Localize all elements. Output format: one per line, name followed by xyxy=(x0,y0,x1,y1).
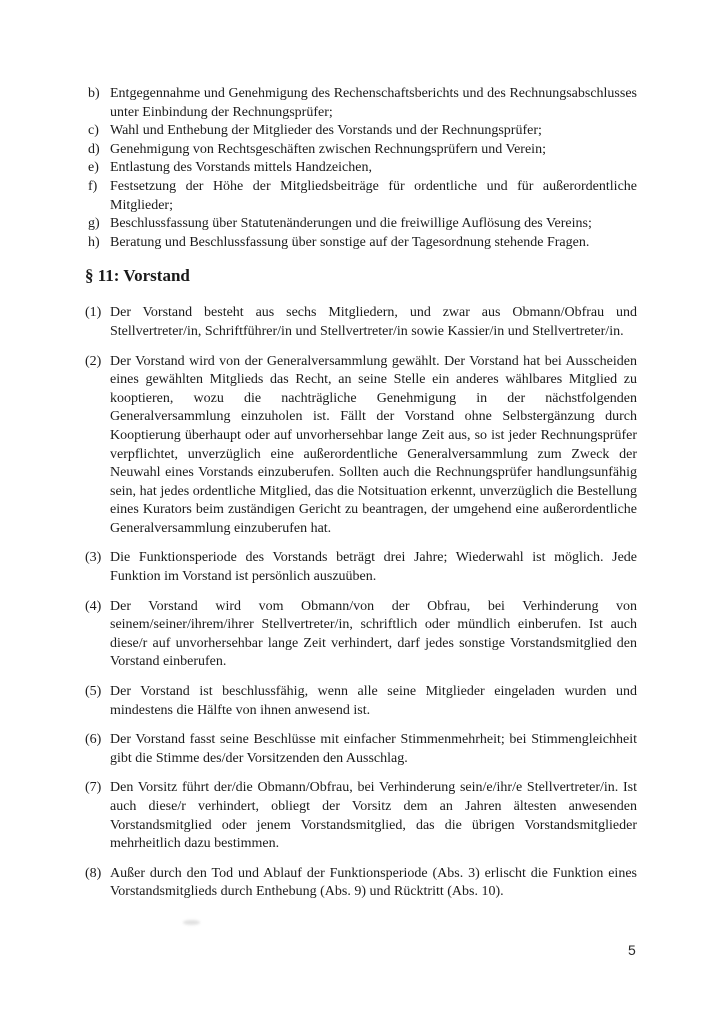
clause-marker: (6) xyxy=(85,732,102,748)
list-item xyxy=(85,178,637,215)
clause-marker: (2) xyxy=(85,353,102,369)
list-item xyxy=(85,141,637,160)
list-item-marker: g) xyxy=(88,216,100,232)
list-item-text: Wahl und Enthebung der Mitglieder des Vorstands und der Rechnungsprüfer; xyxy=(110,123,542,139)
clause-text: Den Vorsitz führt der/die Obmann/Obfrau, bei Verhinderung sein/e/ihr/e Stellvertreter/in. Ist auch diese/r verhindert, obliegt der Vorsitz dem an Jahren ältesten anwesenden Vorstandsmitglied oder jenem Vorstandsmitglied, das die übrigen Vorstandsmitglieder mehrheitlich dazu bestimmen. xyxy=(110,780,637,852)
page-number: 5 xyxy=(628,942,636,958)
clause-marker: (7) xyxy=(85,780,102,796)
list-item-marker: d) xyxy=(88,141,100,157)
clause-text: Der Vorstand wird vom Obmann/von der Obfrau, bei Verhinderung von seinem/seiner/ihrem/ihrer Stellvertreter/in, schriftlich oder mündlich einberufen. Ist auch diese/r auf unvorhersehbar lange Zeit verhindert, darf jedes sonstige Vorstandsmitglied den Vorstand einberufen. xyxy=(110,598,637,670)
clause-marker: (5) xyxy=(85,684,102,700)
clause-text: Der Vorstand wird von der Generalversammlung gewählt. Der Vorstand hat bei Ausscheiden eines gewählten Mitglieds das Recht, an seine Stelle ein anderes wählbares Mitglied zu kooptieren, wozu die nachträgliche Genehmigung in der nächstfolgenden Generalversammlung einzuholen ist. Fällt der Vorstand ohne Selbstergänzung durch Kooptierung überhaupt oder auf unvorhersehbar lange Zeit aus, so ist jeder Rechnungsprüfer verpflichtet, unverzüglich eine außerordentliche Generalversammlung zum Zweck der Neuwahl eines Vorstands einzuberufen. Sollten auch die Rechnungsprüfer handlungsunfähig sein, hat jedes ordentliche Mitglied, das die Notsituation erkennt, unverzüglich die Bestellung eines Kurators beim zuständigen Gericht zu beantragen, der umgehend eine außerordentliche Generalversammlung einzuberufen hat. xyxy=(110,353,637,536)
list-item-text: Entlastung des Vorstands mittels Handzeichen, xyxy=(110,160,372,176)
clause-text: Der Vorstand ist beschlussfähig, wenn alle seine Mitglieder eingeladen wurden und mindestens die Hälfte von ihnen anwesend ist. xyxy=(110,684,637,718)
list-item xyxy=(85,85,637,122)
list-item-marker: h) xyxy=(88,234,100,250)
list-item-marker: b) xyxy=(88,86,100,101)
statute-list xyxy=(85,85,637,252)
clause-text: Außer durch den Tod und Ablauf der Funktionsperiode (Abs. 3) erlischt die Funktion eines Vorstandsmitglieds durch Enthebung (Abs. 9) und Rücktritt (Abs. 10). xyxy=(110,865,637,900)
list-item xyxy=(85,215,637,234)
list-item-text: Festsetzung der Höhe der Mitgliedsbeiträge für ordentliche und für außerordentliche Mitglieder; xyxy=(110,178,637,213)
clause-text: Der Vorstand besteht aus sechs Mitgliedern, und zwar aus Obmann/Obfrau und Stellvertreter/in, Schriftführer/in und Stellvertreter/in sowie Kassier/in und Stellvertreter/in. xyxy=(110,305,637,339)
section-heading: § 11: Vorstand xyxy=(85,266,190,286)
page-content xyxy=(85,85,637,913)
clause-marker: (1) xyxy=(85,305,102,321)
clause-marker: (8) xyxy=(85,865,102,881)
clause xyxy=(85,353,637,539)
list-item xyxy=(85,159,637,178)
clause xyxy=(85,865,637,902)
clause xyxy=(85,304,637,341)
clause-text: Die Funktionsperiode des Vorstands beträgt drei Jahre; Wiederwahl ist möglich. Jede Funktion im Vorstand ist persönlich auszuüben. xyxy=(110,550,637,585)
list-item-text: Entgegennahme und Genehmigung des Rechenschaftsberichts und des Rechnungsabschlusses unter Einbindung der Rechnungsprüfer; xyxy=(110,86,637,120)
clause-marker: (3) xyxy=(85,550,102,566)
clause xyxy=(85,549,637,586)
list-item-marker: f) xyxy=(88,178,98,194)
list-item xyxy=(85,122,637,141)
clause xyxy=(85,598,637,672)
clause-text: Der Vorstand fasst seine Beschlüsse mit einfacher Stimmenmehrheit; bei Stimmengleichheit gibt die Stimme des/der Vorsitzenden den Ausschlag. xyxy=(110,732,637,766)
list-item-marker: c) xyxy=(88,123,99,139)
clause xyxy=(85,779,637,853)
list-item-text: Genehmigung von Rechtsgeschäften zwischen Rechnungsprüfern und Verein; xyxy=(110,141,546,157)
list-item-marker: e) xyxy=(88,160,99,176)
clause xyxy=(85,683,637,720)
list-item xyxy=(85,234,637,253)
clause xyxy=(85,731,637,768)
scan-smudge-artifact xyxy=(183,920,200,925)
clause-marker: (4) xyxy=(85,598,102,614)
list-item-text: Beschlussfassung über Statutenänderungen und die freiwillige Auflösung des Vereins; xyxy=(110,216,592,232)
list-item-text: Beratung und Beschlussfassung über sonstige auf der Tagesordnung stehende Fragen. xyxy=(110,234,590,250)
